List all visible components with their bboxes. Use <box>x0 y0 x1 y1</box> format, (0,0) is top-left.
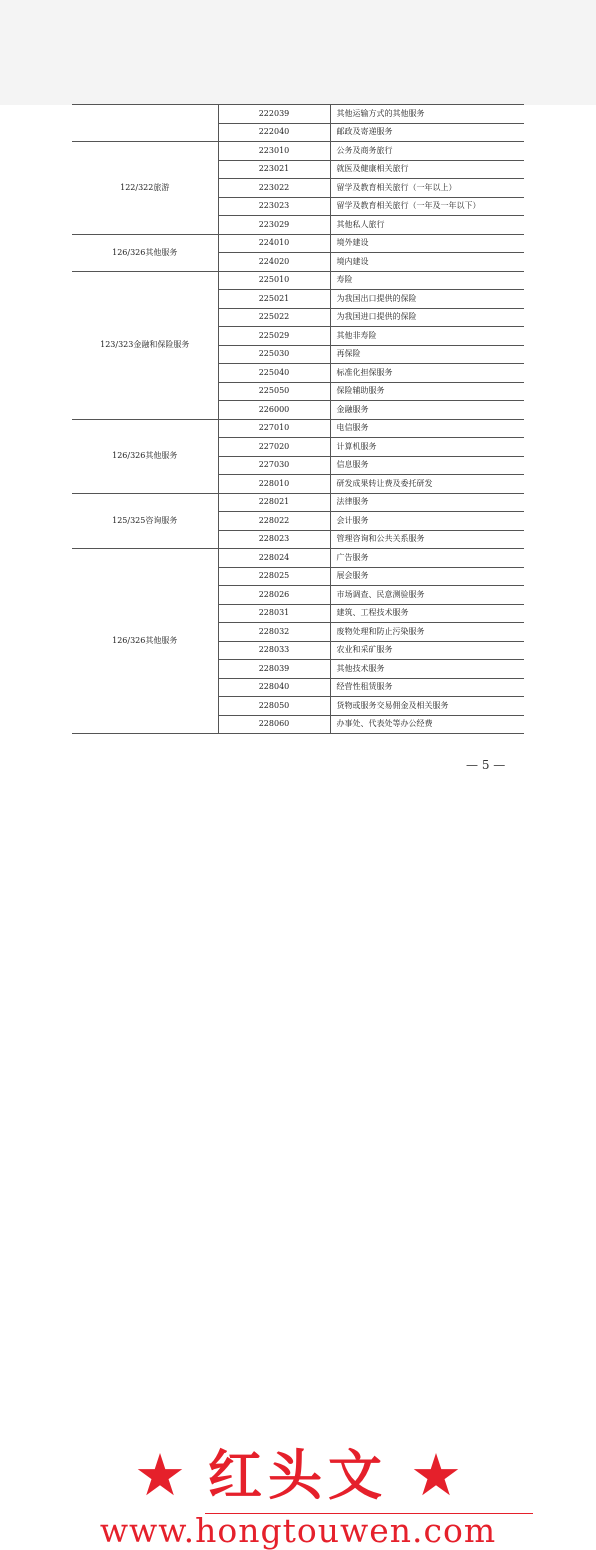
service-name-cell: 货物或服务交易佣金及相关服务 <box>330 697 524 716</box>
service-name-cell: 境外建设 <box>330 234 524 253</box>
code-cell: 228021 <box>218 493 330 512</box>
page-header-band <box>0 0 596 105</box>
table-row <box>72 493 524 512</box>
service-name-cell: 建筑、工程技术服务 <box>330 604 524 623</box>
service-name-cell: 为我国进口提供的保险 <box>330 308 524 327</box>
service-name-cell: 其他非寿险 <box>330 327 524 346</box>
code-cell: 228033 <box>218 641 330 660</box>
service-name-cell: 信息服务 <box>330 456 524 475</box>
code-cell: 228026 <box>218 586 330 605</box>
service-name-cell: 留学及教育相关旅行（一年以上） <box>330 179 524 198</box>
table-row <box>72 549 524 568</box>
service-name-cell: 法律服务 <box>330 493 524 512</box>
service-name-cell: 废物处理和防止污染服务 <box>330 623 524 642</box>
code-cell: 227030 <box>218 456 330 475</box>
category-cell: 123/323金融和保险服务 <box>72 271 218 419</box>
service-name-cell: 其他运输方式的其他服务 <box>330 105 524 124</box>
code-cell: 223010 <box>218 142 330 161</box>
code-cell: 225050 <box>218 382 330 401</box>
service-name-cell: 标准化担保服务 <box>330 364 524 383</box>
watermark-text: 红头文 <box>208 1443 388 1507</box>
table-row <box>72 105 524 124</box>
code-cell: 223021 <box>218 160 330 179</box>
service-name-cell: 保险辅助服务 <box>330 382 524 401</box>
service-name-cell: 境内建设 <box>330 253 524 272</box>
service-name-cell: 就医及健康相关旅行 <box>330 160 524 179</box>
code-cell: 227010 <box>218 419 330 438</box>
service-name-cell: 经营性租赁服务 <box>330 678 524 697</box>
service-name-cell: 电信服务 <box>330 419 524 438</box>
code-cell: 224020 <box>218 253 330 272</box>
code-cell: 228032 <box>218 623 330 642</box>
star-icon: ★ <box>134 1441 186 1509</box>
category-cell: 126/326其他服务 <box>72 549 218 734</box>
code-cell: 228025 <box>218 567 330 586</box>
table-body <box>72 105 524 734</box>
service-code-table <box>72 104 524 734</box>
category-cell: 126/326其他服务 <box>72 419 218 493</box>
code-cell: 225040 <box>218 364 330 383</box>
code-cell: 222039 <box>218 105 330 124</box>
service-name-cell: 其他私人旅行 <box>330 216 524 235</box>
code-cell: 226000 <box>218 401 330 420</box>
code-cell: 223029 <box>218 216 330 235</box>
code-cell: 228022 <box>218 512 330 531</box>
service-name-cell: 农业和采矿服务 <box>330 641 524 660</box>
table-row <box>72 142 524 161</box>
service-name-cell: 计算机服务 <box>330 438 524 457</box>
code-cell: 228040 <box>218 678 330 697</box>
category-cell: 125/325咨询服务 <box>72 493 218 549</box>
service-name-cell: 寿险 <box>330 271 524 290</box>
code-cell: 225021 <box>218 290 330 309</box>
service-name-cell: 广告服务 <box>330 549 524 568</box>
table-row <box>72 271 524 290</box>
service-name-cell: 办事处、代表处等办公经费 <box>330 715 524 734</box>
code-cell: 225010 <box>218 271 330 290</box>
service-name-cell: 其他技术服务 <box>330 660 524 679</box>
code-cell: 225022 <box>218 308 330 327</box>
code-cell: 222040 <box>218 123 330 142</box>
service-name-cell: 公务及商务旅行 <box>330 142 524 161</box>
service-name-cell: 会计服务 <box>330 512 524 531</box>
service-name-cell: 再保险 <box>330 345 524 364</box>
star-icon: ★ <box>410 1441 462 1509</box>
code-cell: 225029 <box>218 327 330 346</box>
page-number: — 5 — <box>466 758 506 772</box>
category-cell: 122/322旅游 <box>72 142 218 235</box>
table-row <box>72 234 524 253</box>
code-cell: 223023 <box>218 197 330 216</box>
service-name-cell: 邮政及寄递服务 <box>330 123 524 142</box>
code-cell: 228050 <box>218 697 330 716</box>
service-name-cell: 市场调查、民意测验服务 <box>330 586 524 605</box>
service-name-cell: 留学及教育相关旅行（一年及一年以下） <box>330 197 524 216</box>
category-cell: 126/326其他服务 <box>72 234 218 271</box>
code-cell: 228031 <box>218 604 330 623</box>
category-cell <box>72 105 218 142</box>
service-name-cell: 展会服务 <box>330 567 524 586</box>
service-name-cell: 管理咨询和公共关系服务 <box>330 530 524 549</box>
code-cell: 224010 <box>218 234 330 253</box>
watermark-url: www.hongtouwen.com <box>99 1511 497 1550</box>
code-cell: 228039 <box>218 660 330 679</box>
code-cell: 227020 <box>218 438 330 457</box>
code-cell: 228060 <box>218 715 330 734</box>
code-cell: 228024 <box>218 549 330 568</box>
service-name-cell: 金融服务 <box>330 401 524 420</box>
service-name-cell: 为我国出口提供的保险 <box>330 290 524 309</box>
code-cell: 228023 <box>218 530 330 549</box>
service-name-cell: 研发成果转让费及委托研发 <box>330 475 524 494</box>
code-cell: 228010 <box>218 475 330 494</box>
watermark-title <box>0 1440 596 1510</box>
table-row <box>72 419 524 438</box>
watermark <box>0 718 596 1550</box>
code-cell: 225030 <box>218 345 330 364</box>
code-cell: 223022 <box>218 179 330 198</box>
